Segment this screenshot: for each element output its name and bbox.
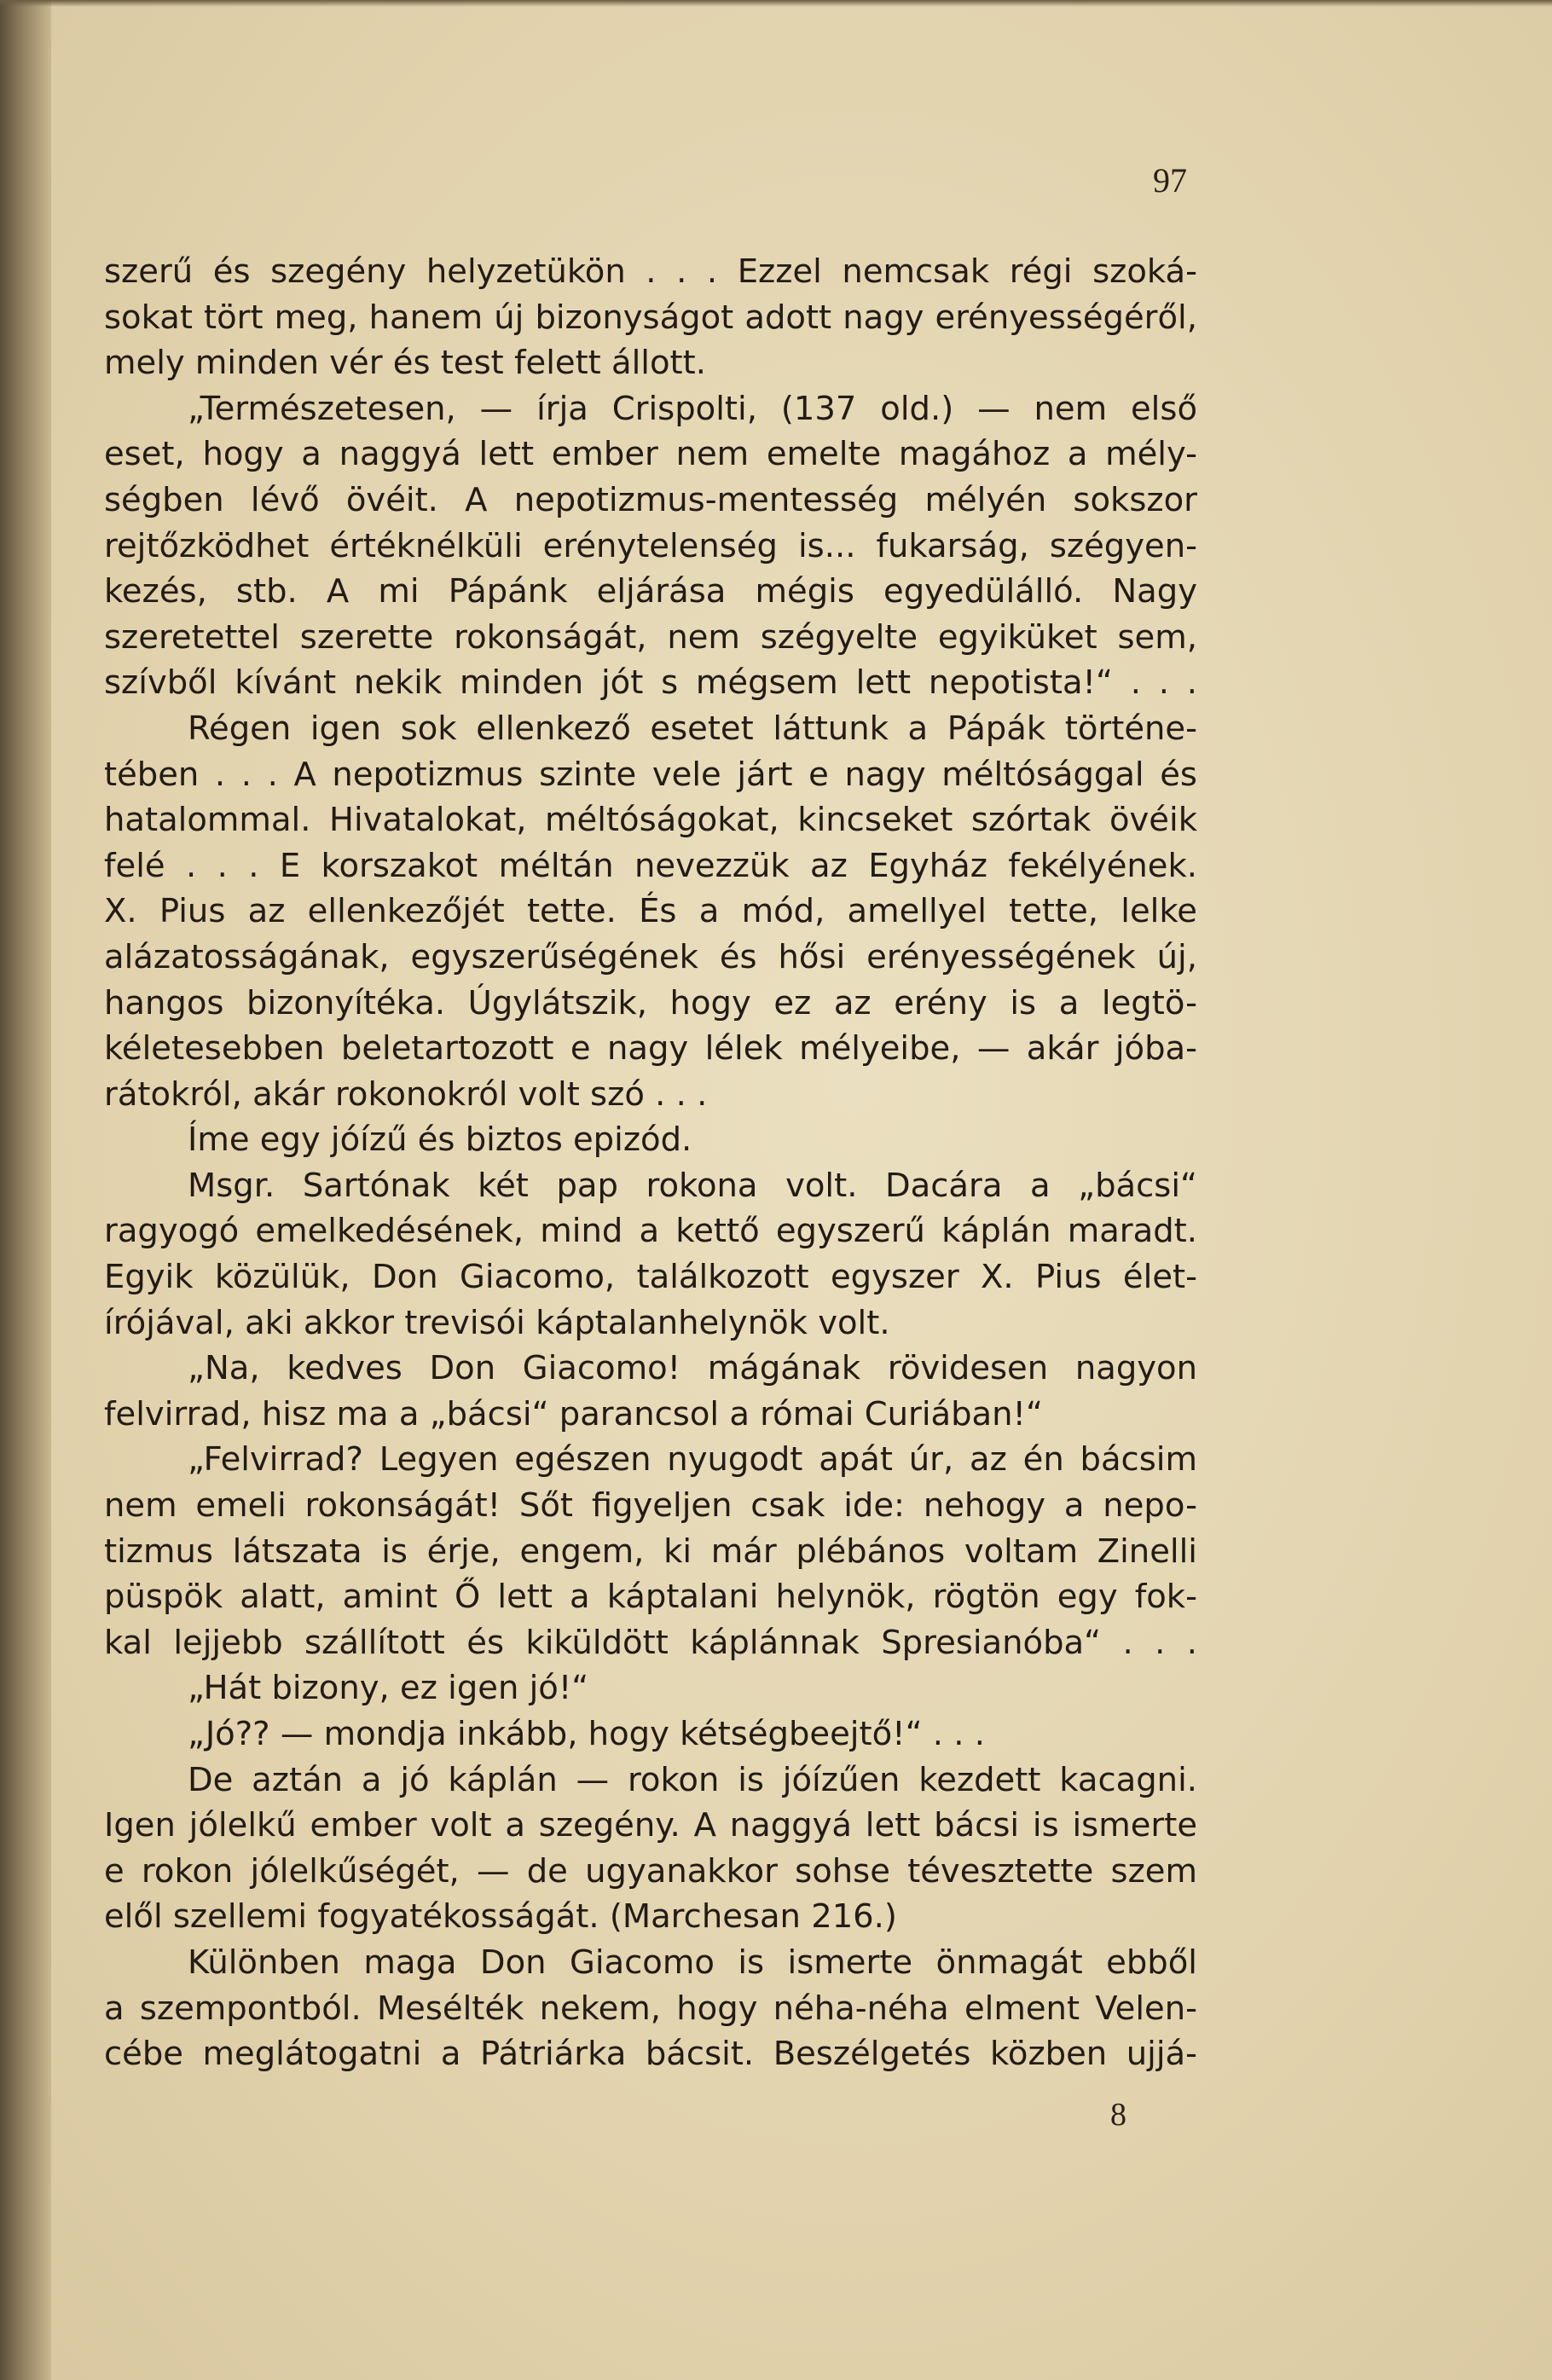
text-line: Íme egy jóízű és biztos epizód.: [188, 1121, 692, 1160]
text-line: hatalommal. Hivatalokat, méltóságokat, kincseket szórtak övéik: [104, 801, 1197, 840]
text-line: szeretettel szerette rokonságát, nem szégyelte egyiküket sem,: [104, 617, 1197, 657]
text-line: felé . . . E korszakot méltán nevezzük az Egyház fekélyének.: [104, 846, 1197, 885]
page-gutter-shadow: [0, 0, 51, 2380]
text-line: tében . . . A nepotizmus szinte vele járt e nagy méltósággal és: [104, 755, 1197, 794]
text-line: Régen igen sok ellenkező esetet láttunk a Pápák történe-: [188, 709, 1197, 748]
text-line: írójával, aki akkor trevisói káptalanhelynök volt.: [104, 1303, 890, 1342]
text-line: püspök alatt, amint Ő lett a káptalani helynök, rögtön egy fok-: [104, 1578, 1197, 1617]
text-line: e rokon jólelkűségét, — de ugyanakkor sohse tévesztette szem: [104, 1851, 1197, 1891]
text-line: „Felvirrad? Legyen egészen nyugodt apát úr, az én bácsim: [188, 1440, 1197, 1480]
text-line: alázatosságának, egyszerűségének és hősi erényességének új,: [104, 937, 1197, 976]
page-top-edge: [0, 0, 1552, 7]
text-line: X. Pius az ellenkezőjét tette. És a mód, amellyel tette, lelke: [104, 892, 1197, 931]
text-line: elől szellemi fogyatékosságát. (Marchesan 216.): [104, 1897, 897, 1937]
text-line: kal lejjebb szállított és kiküldött káplánnak Spresianóba“ . . .: [104, 1623, 1197, 1662]
text-line: felvirrad, hisz ma a „bácsi“ parancsol a római Curiában!“: [104, 1394, 1043, 1433]
text-line: sokat tört meg, hanem új bizonyságot adott nagy erényességéről,: [104, 298, 1197, 337]
text-line: „Jó?? — mondja inkább, hogy kétségbeejtő!“ . . .: [188, 1715, 985, 1753]
signature-mark: 8: [1110, 2097, 1126, 2133]
text-line: a szempontból. Mesélték nekem, hogy néha-néha elment Velen-: [104, 1989, 1197, 2028]
text-line: Msgr. Sartónak két pap rokona volt. Dacára a „bácsi“: [188, 1166, 1197, 1205]
text-line: nem emeli rokonságát! Sőt figyeljen csak ide: nehogy a nepo-: [104, 1486, 1197, 1526]
text-line: eset, hogy a naggyá lett ember nem emelte magához a mély-: [104, 435, 1197, 474]
text-line: kéletesebben beletartozott e nagy lélek mélyeibe, — akár jóba-: [104, 1029, 1197, 1068]
text-line: kezés, stb. A mi Pápánk eljárása mégis egyedülálló. Nagy: [104, 572, 1197, 611]
text-line: szívből kívánt nekik minden jót s mégsem lett nepotista!“ . . .: [104, 663, 1197, 703]
text-line: rátokról, akár rokonokról volt szó . . .: [104, 1074, 708, 1114]
text-line: De aztán a jó káplán — rokon is jóízűen kezdett kacagni.: [188, 1760, 1197, 1799]
text-line: „Természetesen, — írja Crispolti, (137 old.) — nem első: [188, 389, 1197, 428]
text-line: rejtőzködhet értéknélküli erénytelenség is... fukarság, szégyen-: [104, 526, 1197, 565]
text-line: ségben lévő övéit. A nepotizmus-mentesség mélyén sokszor: [104, 480, 1197, 519]
text-line: szerű és szegény helyzetükön . . . Ezzel nemcsak régi szoká-: [104, 252, 1197, 291]
body-text: [104, 249, 1197, 2077]
text-line: Egyik közülük, Don Giacomo, találkozott egyszer X. Pius élet-: [104, 1258, 1197, 1297]
text-line: hangos bizonyítéka. Úgylátszik, hogy ez az erény is a legtö-: [104, 983, 1197, 1022]
text-line: tizmus látszata is érje, engem, ki már plébános voltam Zinelli: [104, 1532, 1197, 1571]
text-line: ragyogó emelkedésének, mind a kettő egyszerű káplán maradt.: [104, 1212, 1197, 1251]
text-line: cébe meglátogatni a Pátriárka bácsit. Beszélgetés közben ujjá-: [104, 2035, 1197, 2074]
page-number: 97: [1153, 161, 1187, 200]
text-line: Igen jólelkű ember volt a szegény. A naggyá lett bácsi is ismerte: [104, 1806, 1197, 1845]
text-line: Különben maga Don Giacomo is ismerte önmagát ebből: [188, 1943, 1197, 1982]
text-line: mely minden vér és test felett állott.: [104, 344, 706, 383]
text-line: „Na, kedves Don Giacomo! mágának rövidesen nagyon: [188, 1349, 1197, 1388]
text-line: „Hát bizony, ez igen jó!“: [188, 1669, 589, 1708]
